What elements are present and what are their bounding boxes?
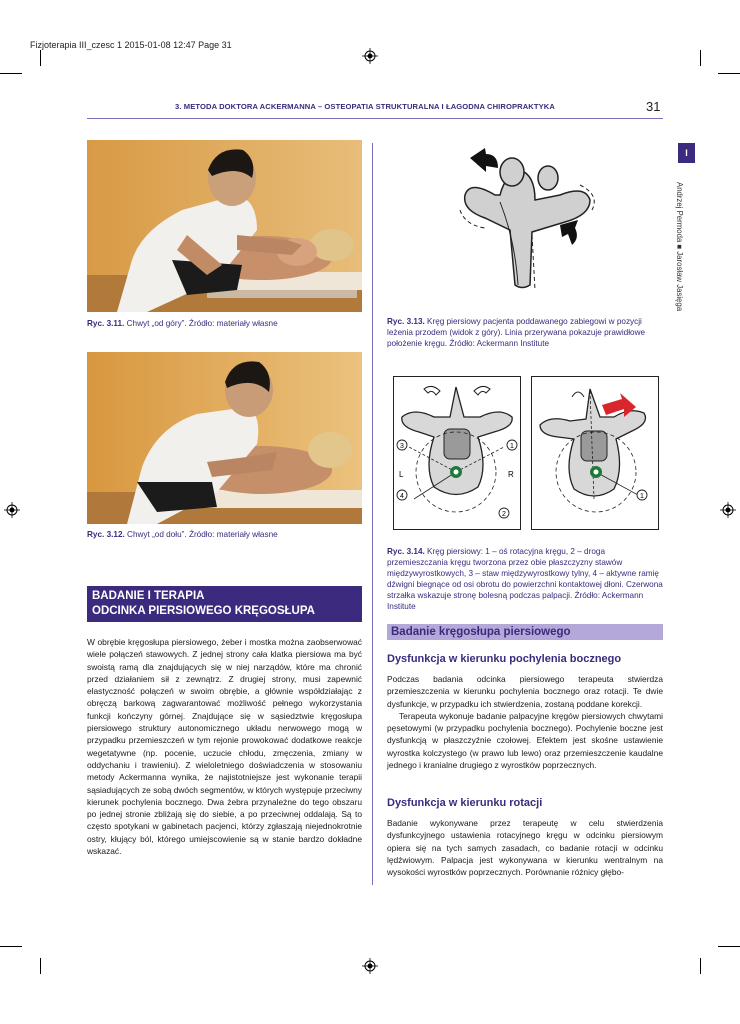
diagram-label-right: R xyxy=(508,470,514,479)
caption-number: Ryc. 3.12. xyxy=(87,530,125,539)
diagram-label-4: 4 xyxy=(400,493,404,500)
right-body-2 xyxy=(387,817,663,878)
figure-vertebra-right xyxy=(531,376,659,530)
body-paragraph: Podczas badania odcinka piersiowego terapeuta stwierdza przemieszczenia w kierunku pochylenia bocznego oraz rotacji. Te dwie dysfunkcje, w przypadku ich stwierdzenia, zostaną poddane korekcji. xyxy=(387,674,663,709)
caption-text: Kręg piersiowy pacjenta poddawanego zabiegowi w pozycji leżenia przodem (widok z góry). Linia przerywana pokazuje prawidłowe położenie kręgu. Źródło: Ackermann Institute xyxy=(387,317,646,348)
slug-line: Fizjoterapia III_czesc 1 2015-01-08 12:47 Page 31 xyxy=(30,40,232,50)
chapter-tab: I xyxy=(678,143,695,163)
body-paragraph: W obrębie kręgosłupa piersiowego, żeber i mostka można zaobserwować wiele połączeń stawowych. Z jednej strony cała klatka piersiowa ma być swoistą ramą dla znajdujących się w niej narządów, które ma chronić przed działaniem sił z zewnątrz. Z drugiej strony, musi zapewnić elastyczność połączeń w swoim obrębie, a głównie współdziałając z obręczą barkową zagwarantować możliwość pełnego wykorzystania funkcji kończyny górnej. Znajdujące się w sąsiedztwie kręgosłupa piersiowego struktury autonomicznego układu nerwowego mogą w przypadku przemieszczeń w tym rejonie prowokować dodatkowe reakcje wegetatywne (np. pocenie, uczucie chłodu, zmęczenia, zmiany w oddychaniu i trawieniu). Z wieloletniego doświadczenia w stosowaniu metody Ackermanna wynika, że najistotniejsze jest wykonanie terapii sąsiadujących ze sobą dwóch segmentów, w których występuje przeciwny kierunek pochylenia bocznego. Dwa żebra przynależne do tego obszaru po jednej stronie zbliżają się do siebie, a po przeciwnej oddalają. Są to często spotykani w gabinetach pacjenci, którzy zgłaszają niejednokrotnie ostry, kłujący ból, którego umiejscowienie są w stanie bardzo dokładne wskazać. xyxy=(87,637,362,857)
diagram-label-3: 3 xyxy=(400,443,404,450)
caption-text: Chwyt „od dołu”. Źródło: materiały własne xyxy=(124,530,278,539)
side-authors xyxy=(674,182,694,322)
photo-grip-from-below xyxy=(87,352,362,524)
section-heading xyxy=(87,586,362,622)
section-heading-line2: ODCINKA PIERSIOWEGO KRĘGOSŁUPA xyxy=(92,605,315,617)
subheading-rotation: Dysfunkcja w kierunku rotacji xyxy=(387,797,543,809)
crop-mark xyxy=(0,946,22,947)
crop-mark xyxy=(700,50,701,66)
registration-mark-icon xyxy=(4,502,20,518)
body-paragraph: Badanie wykonywane przez terapeutę w celu stwierdzenia dysfunkcyjnego ustawienia rotacyjnego kręgu w odcinku piersiowym opiera się na tych samych zasadach, co badanie rotacji w odcinku lędźwiowym. Palpacja jest wykonywana w kierunku wentralnym na wysokości wyrostków poprzecznych. Porównanie różnicy głębo- xyxy=(387,818,663,878)
registration-mark-icon xyxy=(362,48,378,64)
caption-text: Chwyt „od góry”. Źródło: materiały własne xyxy=(124,319,278,328)
caption-fig-3-12 xyxy=(87,529,362,540)
page-number: 31 xyxy=(646,99,661,114)
diagram-label-left: L xyxy=(399,470,404,479)
caption-fig-3-11 xyxy=(87,318,362,329)
body-paragraph: Terapeuta wykonuje badanie palpacyjne kręgów piersiowych chwytami pęsetowymi (w przypadku pochylenia bocznego). Pochylenie boczne jest dysfunkcją w płaszczyźnie czołowej. Efektem jest skośne ustawienie wyrostka kolczystego (w prawo lub lewo) oraz przemieszczenie kaudalne jednego i kranialne drugiego z wyrostków poprzecznych. xyxy=(387,710,663,771)
column-divider xyxy=(372,143,373,885)
caption-number: Ryc. 3.11. xyxy=(87,319,125,328)
crop-mark xyxy=(718,73,740,74)
header-rule xyxy=(87,118,663,119)
registration-mark-icon xyxy=(720,502,736,518)
registration-mark-icon xyxy=(362,958,378,974)
figure-vertebra-top-view xyxy=(440,140,610,300)
diagram-label-1: 1 xyxy=(510,443,514,450)
section-body xyxy=(87,636,362,857)
crop-mark xyxy=(0,73,22,74)
caption-fig-3-13 xyxy=(387,316,663,349)
running-header: 3. METODA DOKTORA ACKERMANNA – OSTEOPATIA STRUKTURALNA I ŁAGODNA CHIROPRAKTYKA xyxy=(175,102,555,111)
subheading-lateral-flexion: Dysfunkcja w kierunku pochylenia bocznego xyxy=(387,653,622,665)
figure-vertebra-left xyxy=(393,376,521,530)
crop-mark xyxy=(40,958,41,974)
caption-text: Kręg piersiowy: 1 – oś rotacyjna kręgu, 2 – droga przemieszczania kręgu tworzona przez obie płaszczyzny stawów międzywyrostkowych, 3 – staw międzywyrostkowy tylny, 4 – aktywne ramię dźwigni biegnące od osi obrotu do powierzchni kontaktowej dłoni. Czerwona strzałka wskazuje stronę bolesną podczas palpacji. Źródło: Ackermann Institute xyxy=(387,547,663,611)
diagram-label-2: 2 xyxy=(502,511,506,518)
subsection-bar: Badanie kręgosłupa piersiowego xyxy=(387,624,663,640)
diagram-label-1b: 1 xyxy=(640,493,644,500)
caption-number: Ryc. 3.14. xyxy=(387,547,425,556)
crop-mark xyxy=(718,946,740,947)
crop-mark xyxy=(700,958,701,974)
caption-number: Ryc. 3.13. xyxy=(387,317,425,326)
caption-fig-3-14 xyxy=(387,546,663,612)
side-authors-text: Andrzej Permoda ■ Jarosław Jasięga xyxy=(675,182,684,312)
photo-grip-from-top xyxy=(87,140,362,312)
right-body-1 xyxy=(387,673,663,771)
crop-mark xyxy=(40,50,41,66)
section-heading-line1: BADANIE I TERAPIA xyxy=(92,590,205,602)
